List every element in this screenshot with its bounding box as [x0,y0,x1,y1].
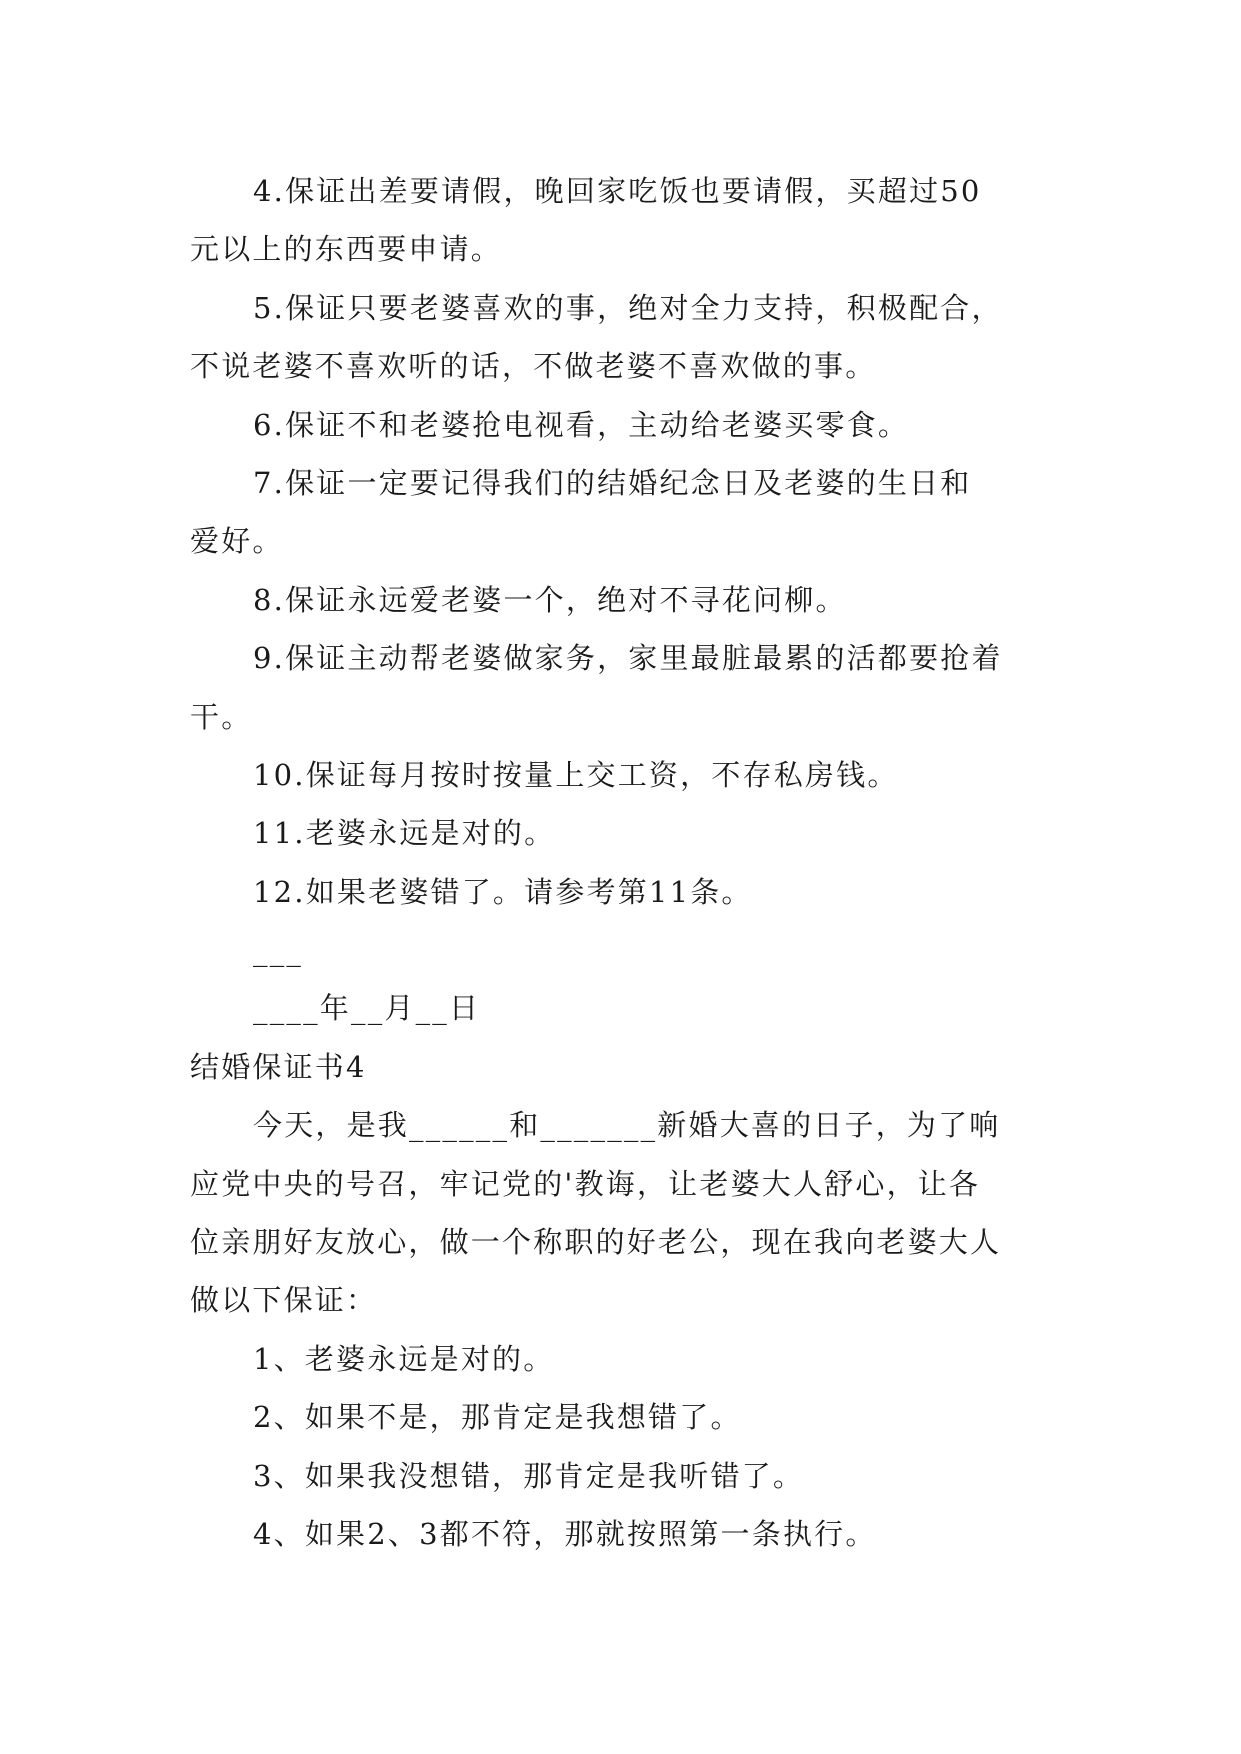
text-line: 今天，是我______和_______新婚大喜的日子，为了响 [253,1108,1001,1143]
document-body [190,162,1050,1563]
text-line: 11.老婆永远是对的。 [253,816,556,851]
signature-blank: ___ [253,933,304,968]
text-line: 不说老婆不喜欢听的话，不做老婆不喜欢做的事。 [190,349,877,384]
text-line: 6.保证不和老婆抢电视看，主动给老婆买零食。 [253,407,910,442]
text-line: 2、如果不是，那肯定是我想错了。 [253,1400,742,1435]
text-line: 7.保证一定要记得我们的结婚纪念日及老婆的生日和 [253,465,972,500]
text-line: 3、如果我没想错，那肯定是我听错了。 [253,1458,805,1493]
text-line: 做以下保证： [190,1283,378,1318]
text-line: 元以上的东西要申请。 [190,232,503,267]
text-line: 4、如果2、3都不符，那就按照第一条执行。 [253,1516,877,1551]
text-line: 1、老婆永远是对的。 [253,1341,555,1376]
text-line: 爱好。 [190,524,284,559]
date-blank: ____年__月__日 [253,991,481,1026]
text-line: 位亲朋好友放心，做一个称职的好老公，现在我向老婆大人 [190,1225,1002,1260]
text-line: 4.保证出差要请假，晚回家吃饭也要请假，买超过50 [253,174,982,208]
section-title: 结婚保证书4 [190,1049,367,1084]
text-line: 5.保证只要老婆喜欢的事，绝对全力支持，积极配合， [253,290,1003,325]
text-line: 9.保证主动帮老婆做家务，家里最脏最累的活都要抢着 [253,641,1003,676]
text-line: 8.保证永远爱老婆一个，绝对不寻花问柳。 [253,582,847,617]
text-line: 10.保证每月按时按量上交工资，不存私房钱。 [253,757,899,792]
text-line: 应党中央的号召，牢记党的'教诲，让老婆大人舒心，让各 [190,1166,981,1201]
text-line: 12.如果老婆错了。请参考第11条。 [253,874,753,909]
text-line: 干。 [190,699,253,734]
